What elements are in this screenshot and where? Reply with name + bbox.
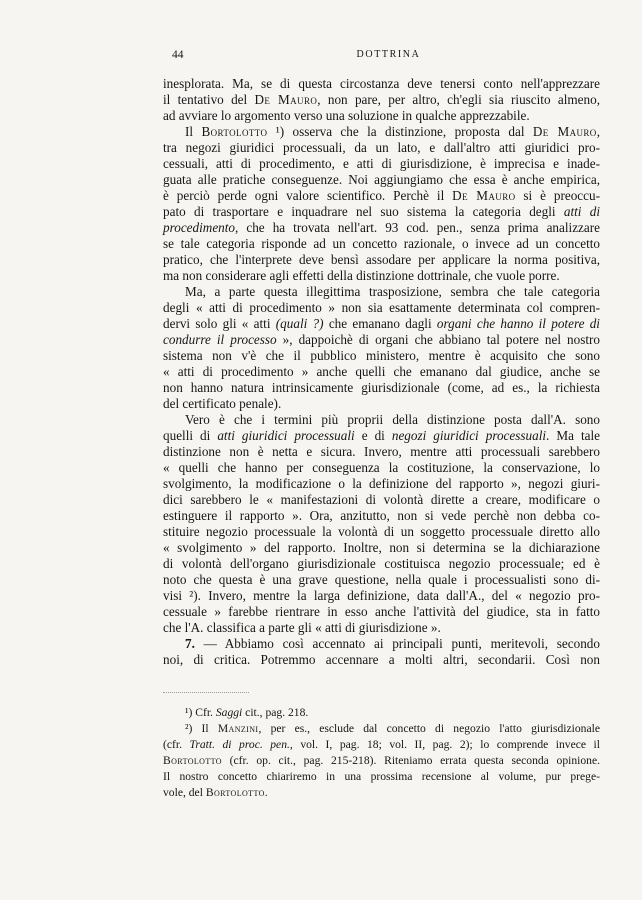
text-run: (quali ?) (275, 316, 324, 331)
text-line (163, 348, 600, 364)
text-run: De Mauro (532, 124, 597, 139)
text-run: dici sarebbero le « manifestazioni di volontà dirette a creare, modificare o (163, 492, 600, 507)
text-line (163, 769, 600, 785)
text-run: si è preoccu- (515, 188, 600, 203)
text-run: di volontà dell'organo giurisdizionale costituisca negozio processuale; ed è (163, 556, 600, 571)
text-line (163, 540, 600, 556)
text-run: ²) Il (185, 722, 218, 735)
text-run: è perciò perde ogni valore scientifico. Perchè il (163, 188, 453, 203)
text-run: De Mauro (254, 92, 318, 107)
text-run: stituire negozio processuale la volontà di un soggetto processuale diretto allo (163, 524, 600, 539)
text-run: pratico, che l'interprete deve bensì assodare per applicare la norma positiva, (163, 252, 600, 267)
page-header (163, 47, 600, 63)
text-run: (cfr. (163, 738, 190, 751)
text-run: dervi solo gli « atti (163, 316, 276, 331)
footnote-1 (163, 705, 600, 721)
text-run: svolgimento, la modificazione o la definizione del rapporto », negozi giuri- (163, 476, 600, 491)
text-line (163, 604, 600, 620)
text-run: cessuale » farebbe rientrare in esso anche l'attività del giudice, sta in fatto (163, 604, 600, 619)
text-line (163, 252, 600, 268)
text-run: Bortolotto (163, 754, 222, 767)
text-run: ¹) osserva che la distinzione, proposta dal (267, 124, 533, 139)
text-line (163, 108, 600, 124)
text-run: , per es., esclude dal concetto di negozio l'atto giurisdizionale (258, 722, 600, 735)
text-run: negozi giuridici processuali (391, 428, 547, 443)
text-run: non hanno natura intrinsicamente giurisdizionale (come, ad es., la richiesta (163, 380, 600, 395)
text-line (163, 508, 600, 524)
text-run: cit., pag. 218. (242, 706, 309, 719)
text-line (163, 636, 600, 652)
text-run: , che ha trovata nell'art. 93 cod. pen., senza prima analizzare (235, 220, 600, 235)
text-run: 7. (185, 636, 195, 651)
footnote-2 (163, 721, 600, 801)
text-run: , vol. I, pag. 18; vol. II, pag. 2); lo comprende invece il (289, 738, 600, 751)
text-line (163, 124, 600, 140)
text-run: ma non considerare agli effetti della distinzione dottrinale, che vuole porre. (163, 268, 560, 283)
text-run: organi che hanno il potere di (436, 316, 600, 331)
paragraph-trasposizione (163, 284, 600, 412)
text-line (163, 268, 600, 284)
text-run: Tratt. di proc. pen. (189, 738, 290, 751)
page-number: 44 (172, 49, 184, 61)
paragraph-continuation (163, 76, 600, 124)
text-run: Saggi (215, 706, 243, 719)
text-line (163, 460, 600, 476)
text-run: del certificato penale). (163, 396, 282, 411)
text-line (163, 204, 600, 220)
text-run: Bortolotto (205, 786, 265, 799)
text-line (163, 572, 600, 588)
text-run: visi ²). Invero, mentre la larga definizione, data dall'A., del « negozio pro- (163, 588, 600, 603)
text-run: cessuali, atti di procedimento, e atti di giurisdizione, è imprecisa e inade- (163, 156, 600, 171)
text-line (163, 316, 600, 332)
text-run: . Ma tale (546, 428, 600, 443)
text-line (163, 236, 600, 252)
text-run: (cfr. op. cit., pag. 215-218). Riteniamo errata questa seconda opinione. (221, 754, 600, 767)
text-line (163, 652, 600, 668)
paragraph-distinzione (163, 412, 600, 636)
text-run: « atti di procedimento » anche quelli che emanano dal giudice, anche se (163, 364, 600, 379)
footnotes (163, 705, 600, 801)
text-run: che emanano dagli (323, 316, 437, 331)
text-line (163, 620, 600, 636)
text-run: e di (354, 428, 392, 443)
text-line (163, 737, 600, 753)
text-run: , non pare, per altro, ch'egli sia riuscito almeno, (317, 92, 600, 107)
text-line (163, 705, 600, 721)
text-run: — Abbiamo così accennato ai principali punti, meritevoli, secondo (194, 636, 600, 651)
text-run: procedimento (163, 220, 236, 235)
text-run: il tentativo del (163, 92, 255, 107)
text-run: Vero è che i termini più proprii della distinzione posta dall'A. sono (185, 412, 600, 427)
text-run: « svolgimento » del rapporto. Inoltre, non si determina se la dichiarazione (163, 540, 600, 555)
text-line (163, 172, 600, 188)
text-line (163, 156, 600, 172)
body-text (163, 76, 600, 668)
text-line (163, 556, 600, 572)
text-run: . (264, 786, 268, 799)
text-line (163, 721, 600, 737)
text-line (163, 785, 600, 801)
text-run: Il (185, 124, 202, 139)
text-run: Il nostro concetto chiariremo in una prossima recensione al volume, pur prege- (163, 770, 600, 783)
text-run: degli « atti di procedimento » non sia esattamente determinata col compren- (163, 300, 600, 315)
text-line (163, 92, 600, 108)
paragraph-section-7 (163, 636, 600, 668)
text-run: che l'A. classifica a parte gli « atti di giurisdizione ». (163, 620, 441, 635)
text-run: ad avviare lo argomento verso una soluzione in qualche apprezzabile. (163, 108, 530, 123)
text-run: tra negozi giuridici processuali, da un lato, e dall'altro atti giuridici pro- (163, 140, 600, 155)
text-run: sistema non v'è che il pubblico ministero, mentre è acquisito che sono (163, 348, 600, 363)
text-run: Manzini (217, 722, 259, 735)
text-line (163, 753, 600, 769)
text-line (163, 188, 600, 204)
running-title: DOTTRINA (356, 49, 421, 60)
text-line (163, 284, 600, 300)
text-line (163, 380, 600, 396)
text-line (163, 524, 600, 540)
footnote-separator (163, 692, 249, 693)
paragraph-bortolotto (163, 124, 600, 284)
text-run: ¹) Cfr. (185, 706, 216, 719)
text-line (163, 396, 600, 412)
text-run: Bortolotto (201, 124, 268, 139)
text-run: se tale categoria risponde ad un concetto razionale, o invece ad un concetto (163, 236, 600, 251)
text-run: De Mauro (452, 188, 516, 203)
text-line (163, 140, 600, 156)
text-run: guata alle pratiche conseguenze. Noi aggiungiamo che essa è anche empirica, (163, 172, 600, 187)
text-line (163, 220, 600, 236)
text-run: atti di (563, 204, 600, 219)
text-line (163, 444, 600, 460)
text-line (163, 492, 600, 508)
text-run: », dappoichè di organi che abbiano tal potere nel nostro (276, 332, 600, 347)
text-run: inesplorata. Ma, se di questa circostanza deve tenersi conto nell'apprezzare (163, 76, 600, 91)
text-run: , (596, 124, 601, 139)
text-line (163, 332, 600, 348)
text-line (163, 76, 600, 92)
text-line (163, 300, 600, 316)
text-run: noi, di critica. Potremmo accennare a molti altri, secondarii. Così non (163, 652, 600, 667)
text-run: vole, del (163, 786, 206, 799)
text-line (163, 428, 600, 444)
text-run: « quelli che hanno per conseguenza la costituzione, la conservazione, lo (163, 460, 600, 475)
text-run: quelli di (163, 428, 218, 443)
text-run: Ma, a parte questa illegittima trasposizione, sembra che tale categoria (185, 284, 600, 299)
text-line (163, 588, 600, 604)
text-line (163, 364, 600, 380)
text-run: pato di trasportare e inquadrare nel suo sistema la categoria degli (163, 204, 564, 219)
text-line (163, 412, 600, 428)
text-run: atti giuridici processuali (217, 428, 355, 443)
text-run: condurre il processo (163, 332, 277, 347)
text-run: estinguere il rapporto ». Ora, anzitutto, non si vede perchè non debba co- (163, 508, 600, 523)
text-line (163, 476, 600, 492)
text-run: noto che questa è una grave questione, nella quale i processualisti sono di- (163, 572, 600, 587)
text-run: distinzione non è netta e sicura. Invero, mentre atti processuali sarebbero (163, 444, 600, 459)
